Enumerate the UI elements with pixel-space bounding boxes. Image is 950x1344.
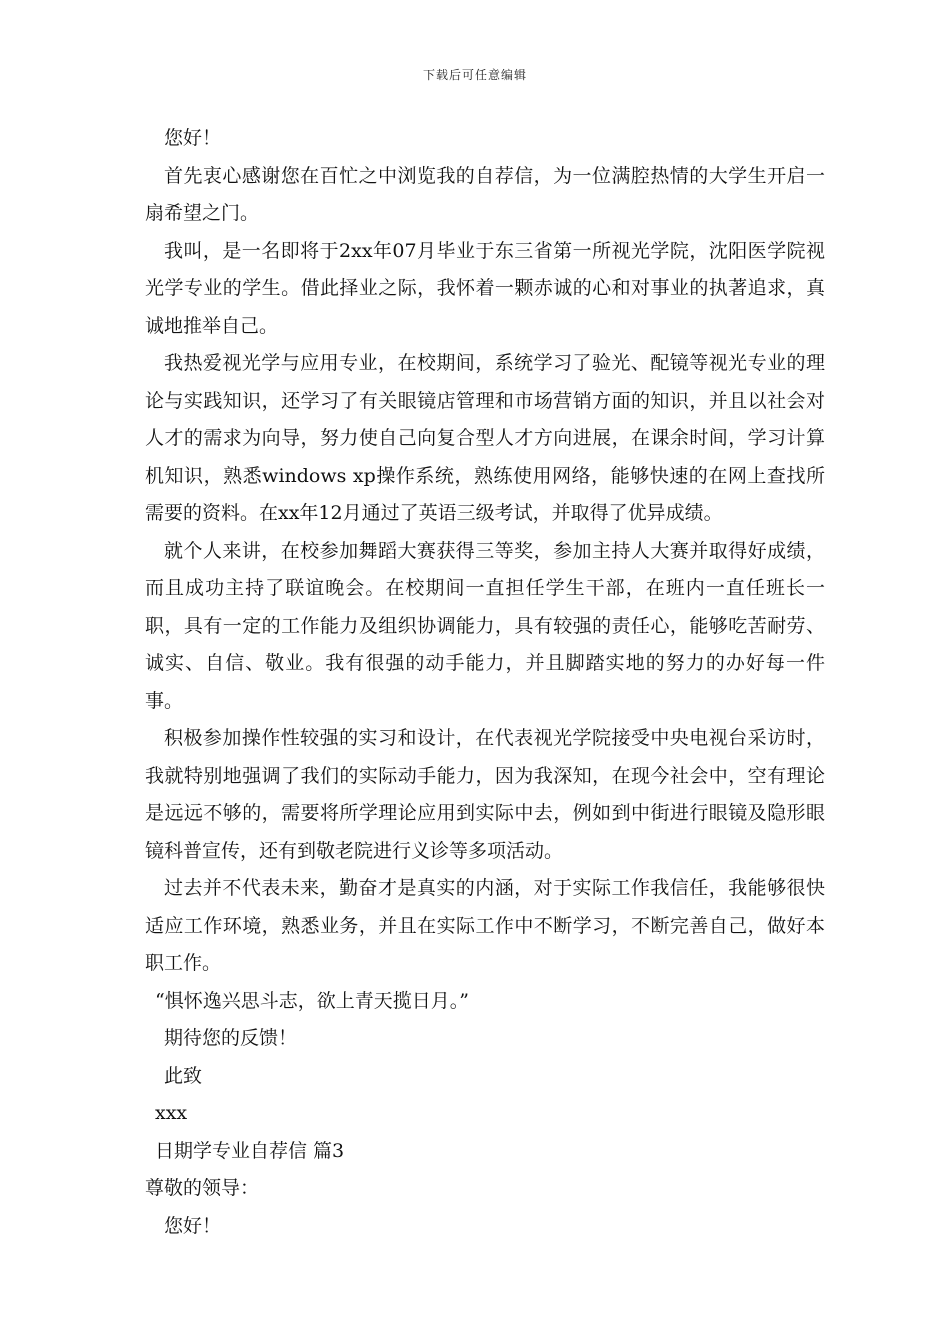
paragraph-2: 我叫，是一名即将于2xx年07月毕业于东三省第一所视光学院，沈阳医学院视光学专业的学生。借此择业之际，我怀着一颗赤诚的心和对事业的执著追求，真诚地推举自己。 bbox=[145, 239, 825, 337]
paragraph-4: 就个人来讲，在校参加舞蹈大赛获得三等奖，参加主持人大赛并取得好成绩，而且成功主持了联谊晚会。在校期间一直担任学生干部，在班内一直任班长一职，具有一定的工作能力及组织协调能力，具有较强的责任心，能够吃苦耐劳、诚实、自信、敬业。我有很强的动手能力，并且脚踏实地的努力的办好每一件事。 bbox=[145, 539, 825, 712]
paragraph-3: 我热爱视光学与应用专业，在校期间，系统学习了验光、配镜等视光专业的理论与实践知识，还学习了有关眼镜店管理和市场营销方面的知识，并且以社会对人才的需求为向导，努力使自己向复合型人才方向进展，在课余时间，学习计算机知识，熟悉windows xp操作系统，熟练使用网络，能够快速的在网上查找所需要的资料。在xx年12月通过了英语三级考试，并取得了优异成绩。 bbox=[145, 352, 825, 524]
page-header-note: 下载后可任意编辑 bbox=[422, 68, 527, 82]
paragraph-5: 积极参加操作性较强的实习和设计，在代表视光学院接受中央电视台采访时，我就特别地强调了我们的实际动手能力，因为我深知，在现今社会中，空有理论是远远不够的，需要将所学理论应用到实际中去，例如到中街进行眼镜及隐形眼镜科普宣传，还有到敬老院进行义诊等多项活动。 bbox=[145, 727, 825, 862]
paragraph-6: 过去并不代表未来，勤奋才是真实的内涵，对于实际工作我信任，我能够很快适应工作环境，熟悉业务，并且在实际工作中不断学习，不断完善自己，做好本职工作。 bbox=[145, 877, 825, 974]
letter-body bbox=[145, 120, 825, 1245]
quote: “惧怀逸兴思斗志，欲上青天揽日月。” bbox=[155, 989, 469, 1012]
signature-name: xxx bbox=[155, 1102, 188, 1124]
salutation: 尊敬的领导： bbox=[145, 1177, 260, 1199]
greeting: 您好！ bbox=[164, 127, 222, 149]
closing-wish: 期待您的反馈！ bbox=[164, 1027, 298, 1049]
date-title: 日期学专业自荐信 篇3 bbox=[155, 1139, 345, 1162]
greeting-next: 您好！ bbox=[164, 1214, 222, 1237]
paragraph-1: 首先衷心感谢您在百忙之中浏览我的自荐信，为一位满腔热情的大学生开启一扇希望之门。 bbox=[145, 164, 825, 224]
closing: 此致 bbox=[164, 1064, 203, 1087]
